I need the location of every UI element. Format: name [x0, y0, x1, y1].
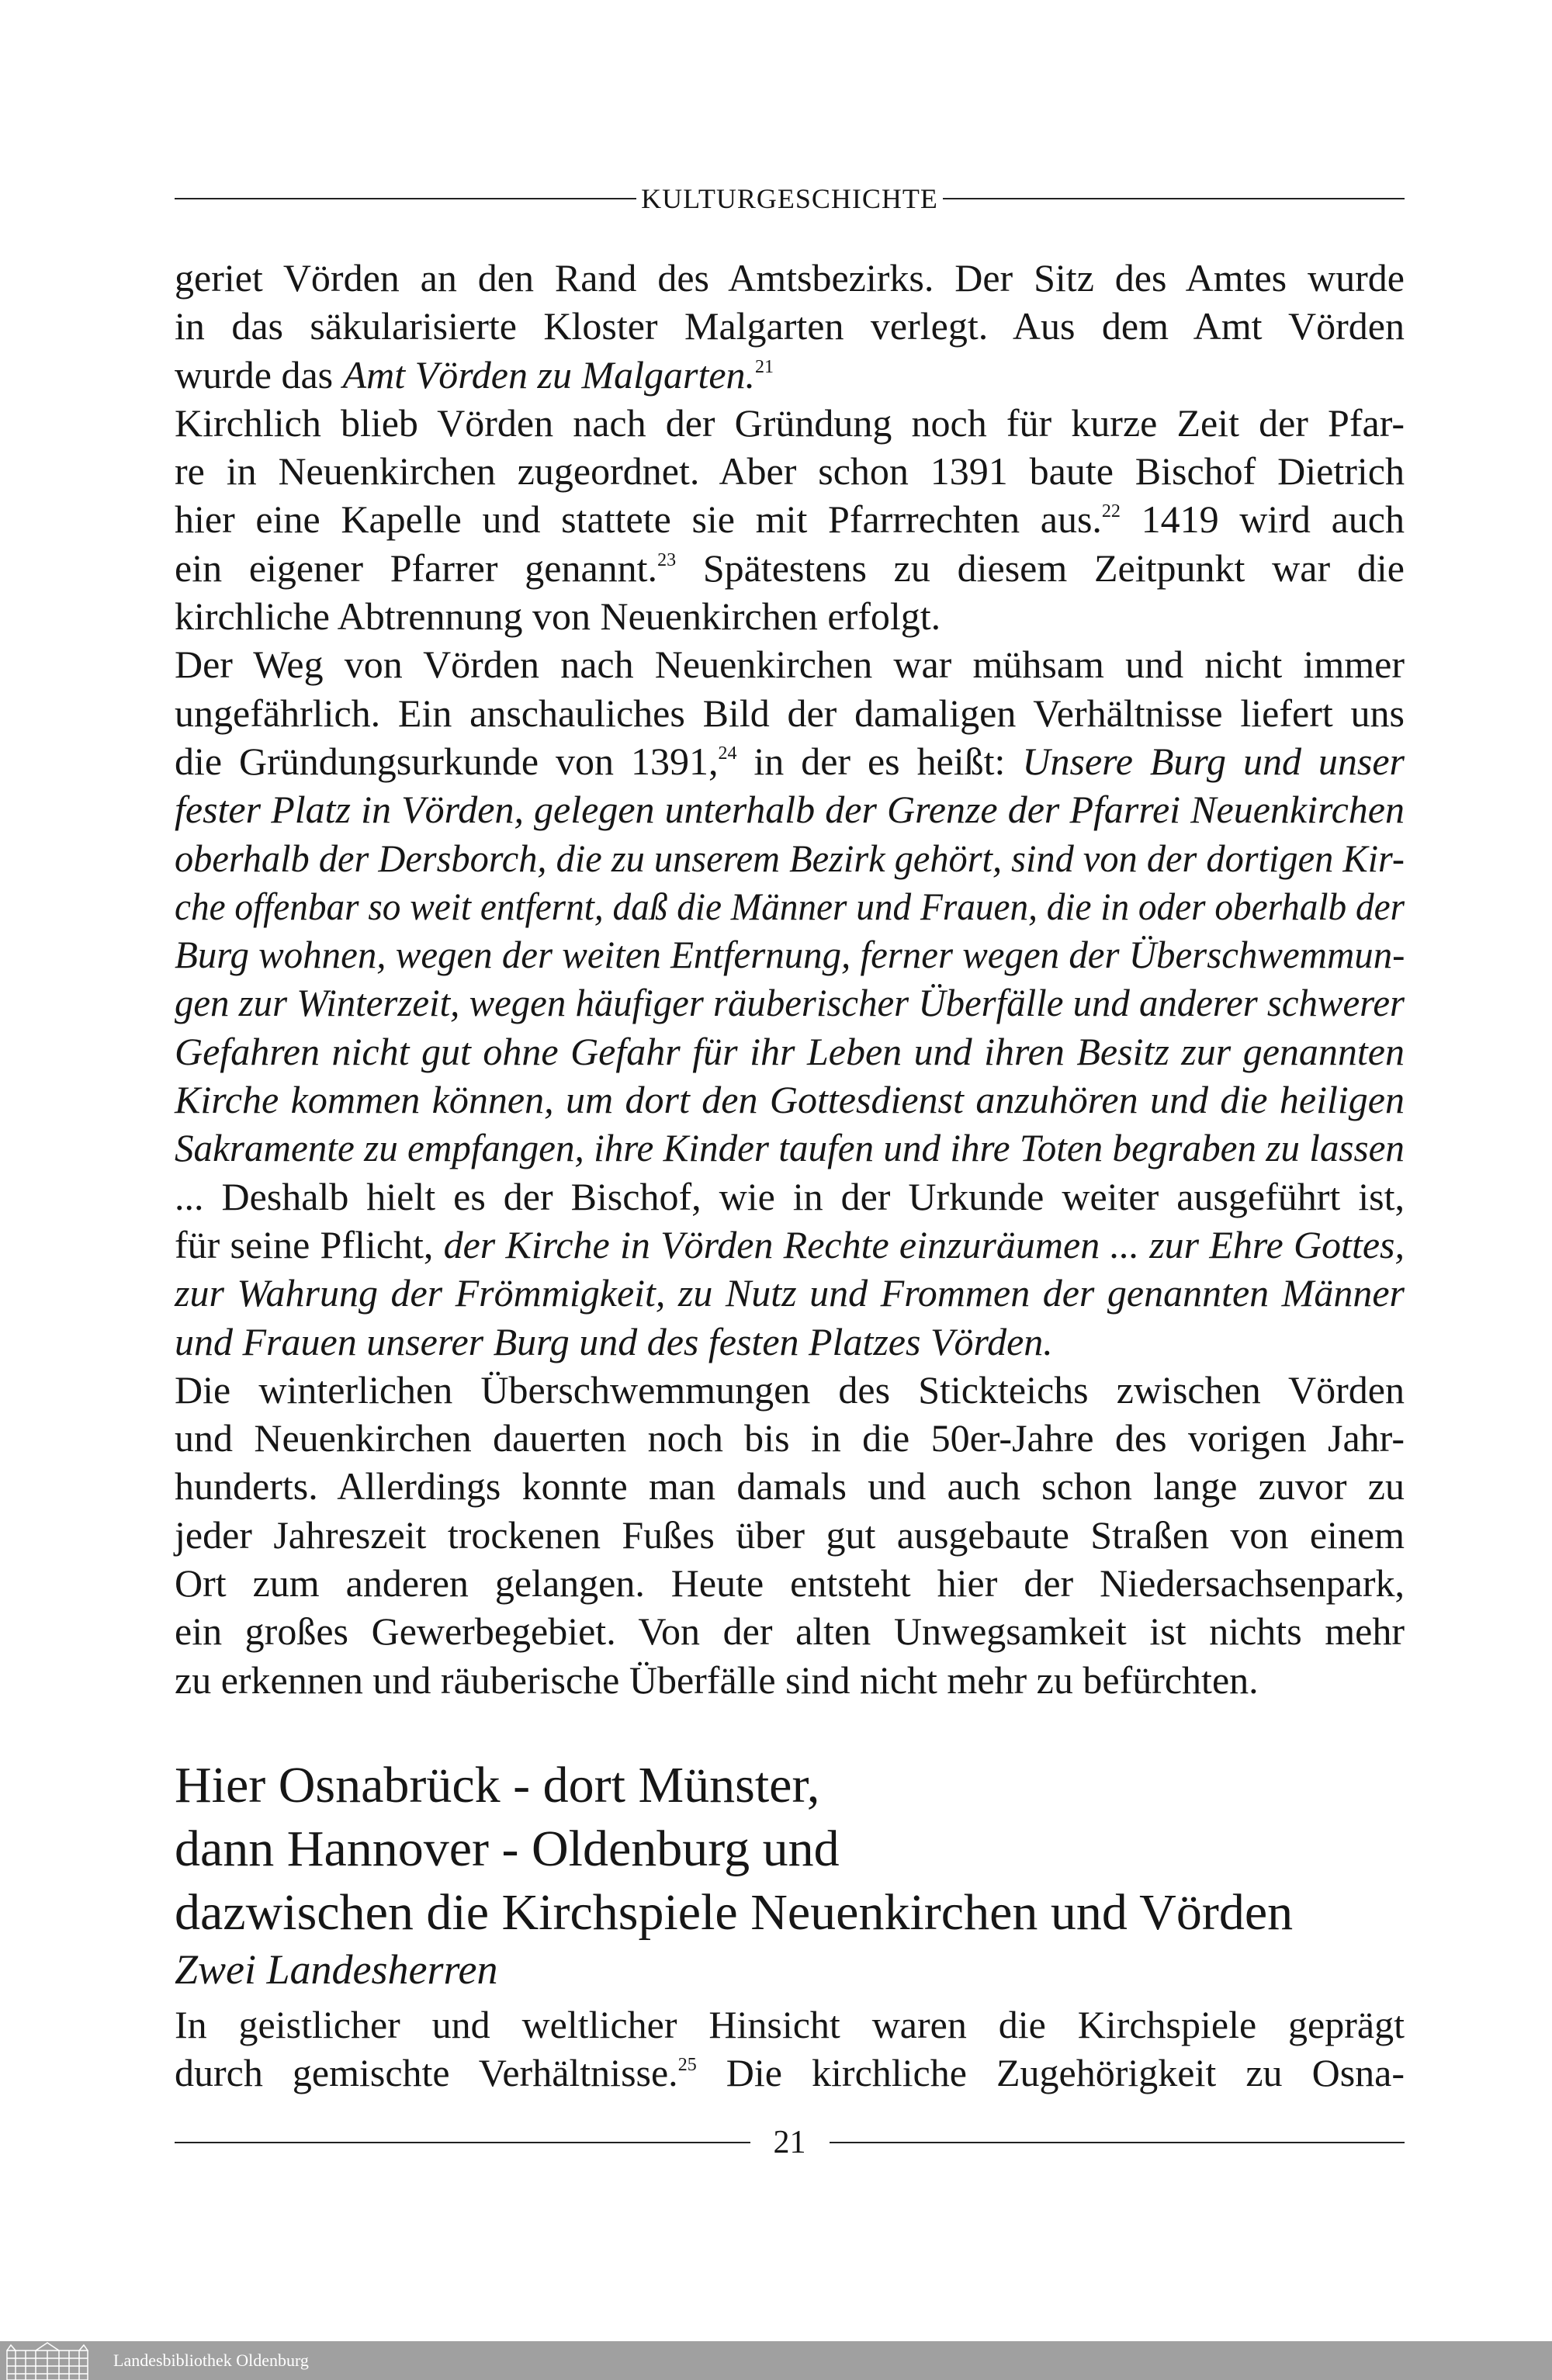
text-segment: für seine Pflicht,: [175, 1222, 444, 1266]
heading-line: dazwischen die Kirchspiele Neuenkirchen und Vörden: [175, 1884, 1294, 1941]
text-segment: 1419 wird auch: [1120, 497, 1405, 542]
section-heading: [175, 1754, 1494, 1994]
text-line: [175, 592, 1405, 640]
section-body-text: [175, 2001, 1405, 2098]
text-line: [175, 882, 1405, 930]
text-line: [175, 1076, 1405, 1124]
text-segment: hunderts. Allerdings konnte man damals und auch schon lange zuvor zu: [175, 1464, 1405, 1509]
text-line: [175, 254, 1405, 302]
footnote-ref: 22: [1101, 501, 1121, 522]
italic-quote: che offenbar so weit entfernt, daß die Männer und Frauen, die in oder oberhalb der: [175, 884, 1405, 928]
text-segment: ungefährlich. Ein anschauliches Bild der damaligen Verhältnisse liefert uns: [175, 691, 1405, 735]
italic-quote: gen zur Winterzeit, wegen häufiger räuberischer Überfälle und anderer schwerer: [175, 981, 1405, 1025]
text-line: [175, 1269, 1405, 1317]
header-rule-left: [175, 198, 636, 199]
text-line: [175, 447, 1405, 495]
text-segment: ... Deshalb hielt es der Bischof, wie in der Urkunde weiter ausgeführt ist,: [175, 1174, 1405, 1218]
footnote-ref: 21: [755, 356, 774, 377]
footer-rule-right: [830, 2142, 1405, 2143]
text-segment: Kirchlich blieb Vörden nach der Gründung noch für kurze Zeit der Pfar-: [175, 400, 1405, 445]
text-line: [175, 1173, 1405, 1221]
italic-quote: der Kirche in Vörden Rechte einzuräumen ... zur Ehre Gottes,: [443, 1222, 1405, 1266]
page-footer: [175, 2123, 1405, 2162]
library-footer-bar: [0, 2341, 1552, 2380]
library-name: Landesbibliothek Oldenburg: [113, 2351, 309, 2370]
italic-quote: Burg wohnen, wegen der weiten Entfernung, ferner wegen der Überschwemmun-: [175, 933, 1405, 977]
text-segment: in der es heißt:: [736, 739, 1023, 783]
text-segment: Ort zum anderen gelangen. Heute entsteht hier der Niedersachsenpark,: [175, 1561, 1405, 1606]
text-line: [175, 1318, 1405, 1366]
text-segment: Die winterlichen Überschwemmungen des Stickteichs zwischen Vörden: [175, 1367, 1405, 1412]
text-segment: und Neuenkirchen dauerten noch bis in die 50er-Jahre des vorigen Jahr-: [175, 1416, 1405, 1460]
footnote-ref: 23: [657, 549, 677, 570]
text-line: [175, 785, 1405, 833]
text-segment: zu erkennen und räuberische Überfälle sind nicht mehr zu befürchten.: [175, 1658, 1259, 1702]
text-line: [175, 1462, 1405, 1510]
text-segment: ein großes Gewerbegebiet. Von der alten Unwegsamkeit ist nichts mehr: [175, 1609, 1405, 1654]
text-line: [175, 1607, 1405, 1655]
header-rule-right: [943, 198, 1405, 199]
text-line: [175, 1511, 1405, 1559]
italic-quote: Kirche kommen können, um dort den Gottesdienst anzuhören und die heiligen: [175, 1078, 1405, 1122]
text-line: [175, 2049, 1405, 2097]
body-text: [175, 254, 1405, 1704]
page-number: 21: [773, 2125, 806, 2160]
text-segment: ein eigener Pfarrer genannt.: [175, 546, 658, 590]
text-line: [175, 930, 1405, 979]
text-segment: re in Neuenkirchen zugeordnet. Aber schon 1391 baute Bischof Dietrich: [175, 449, 1405, 494]
italic-quote: und Frauen unserer Burg und des festen Platzes Vörden.: [175, 1319, 1053, 1363]
text-line: [175, 1027, 1405, 1076]
text-segment: Spätestens zu diesem Zeitpunkt war die: [676, 546, 1405, 590]
running-header-title: KULTURGESCHICHTE: [641, 183, 938, 214]
text-segment: durch gemischte Verhältnisse.: [175, 2051, 678, 2095]
heading-line: Hier Osnabrück - dort Münster,: [175, 1757, 820, 1814]
text-line: [175, 737, 1405, 785]
running-header: [175, 177, 1405, 220]
text-line: [175, 544, 1405, 592]
footnote-ref: 25: [677, 2055, 697, 2076]
text-segment: hier eine Kapelle und stattete sie mit Pfarrrechten aus.: [175, 497, 1102, 542]
italic-quote: Gefahren nicht gut ohne Gefahr für ihr Leben und ihren Besitz zur genannten: [175, 1029, 1405, 1073]
text-line: [175, 302, 1405, 350]
subheading: Zwei Landesherren: [175, 1946, 498, 1993]
library-building-icon: [5, 2341, 90, 2380]
text-line: [175, 1559, 1405, 1607]
text-segment: In geistlicher und weltlicher Hinsicht waren die Kirchspiele geprägt: [175, 2003, 1405, 2046]
text-segment: kirchliche Abtrennung von Neuenkirchen erfolgt.: [175, 594, 941, 639]
text-line: [175, 1221, 1405, 1269]
text-line: [175, 1656, 1405, 1704]
text-segment: wurde das: [175, 352, 343, 397]
italic-quote: Unsere Burg und unser: [1022, 739, 1405, 783]
text-line: [175, 834, 1405, 882]
text-line: [175, 979, 1405, 1027]
italic-quote: oberhalb der Dersborch, die zu unserem Bezirk gehört, sind von der dortigen Kir-: [175, 836, 1405, 880]
text-segment: Die kirchliche Zugehörigkeit zu Osna-: [696, 2051, 1405, 2095]
text-line: [175, 1124, 1405, 1172]
heading-line: dann Hannover - Oldenburg und: [175, 1821, 840, 1877]
footer-rule-left: [175, 2142, 750, 2143]
text-line: [175, 351, 1405, 399]
italic-quote: fester Platz in Vörden, gelegen unterhalb der Grenze der Pfarrei Neuenkirchen: [175, 788, 1405, 832]
footnote-ref: 24: [718, 743, 737, 764]
text-segment: geriet Vörden an den Rand des Amtsbezirks. Der Sitz des Amtes wurde: [175, 256, 1405, 300]
italic-quote: Amt Vörden zu Malgarten.: [342, 352, 756, 397]
text-line: [175, 1366, 1405, 1414]
text-segment: die Gründungsurkunde von 1391,: [175, 739, 719, 783]
italic-quote: zur Wahrung der Frömmigkeit, zu Nutz und Frommen der genannten Männer: [175, 1271, 1405, 1315]
text-line: [175, 495, 1405, 543]
text-line: [175, 1414, 1405, 1462]
text-line: [175, 689, 1405, 737]
italic-quote: Sakramente zu empfangen, ihre Kinder taufen und ihre Toten begraben zu lassen: [175, 1126, 1405, 1170]
text-line: [175, 640, 1405, 688]
text-line: [175, 2001, 1405, 2049]
text-segment: jeder Jahreszeit trockenen Fußes über gut ausgebaute Straßen von einem: [175, 1512, 1405, 1557]
text-segment: Der Weg von Vörden nach Neuenkirchen war mühsam und nicht immer: [175, 643, 1405, 687]
text-line: [175, 399, 1405, 447]
text-segment: in das säkularisierte Kloster Malgarten verlegt. Aus dem Amt Vörden: [175, 304, 1405, 348]
